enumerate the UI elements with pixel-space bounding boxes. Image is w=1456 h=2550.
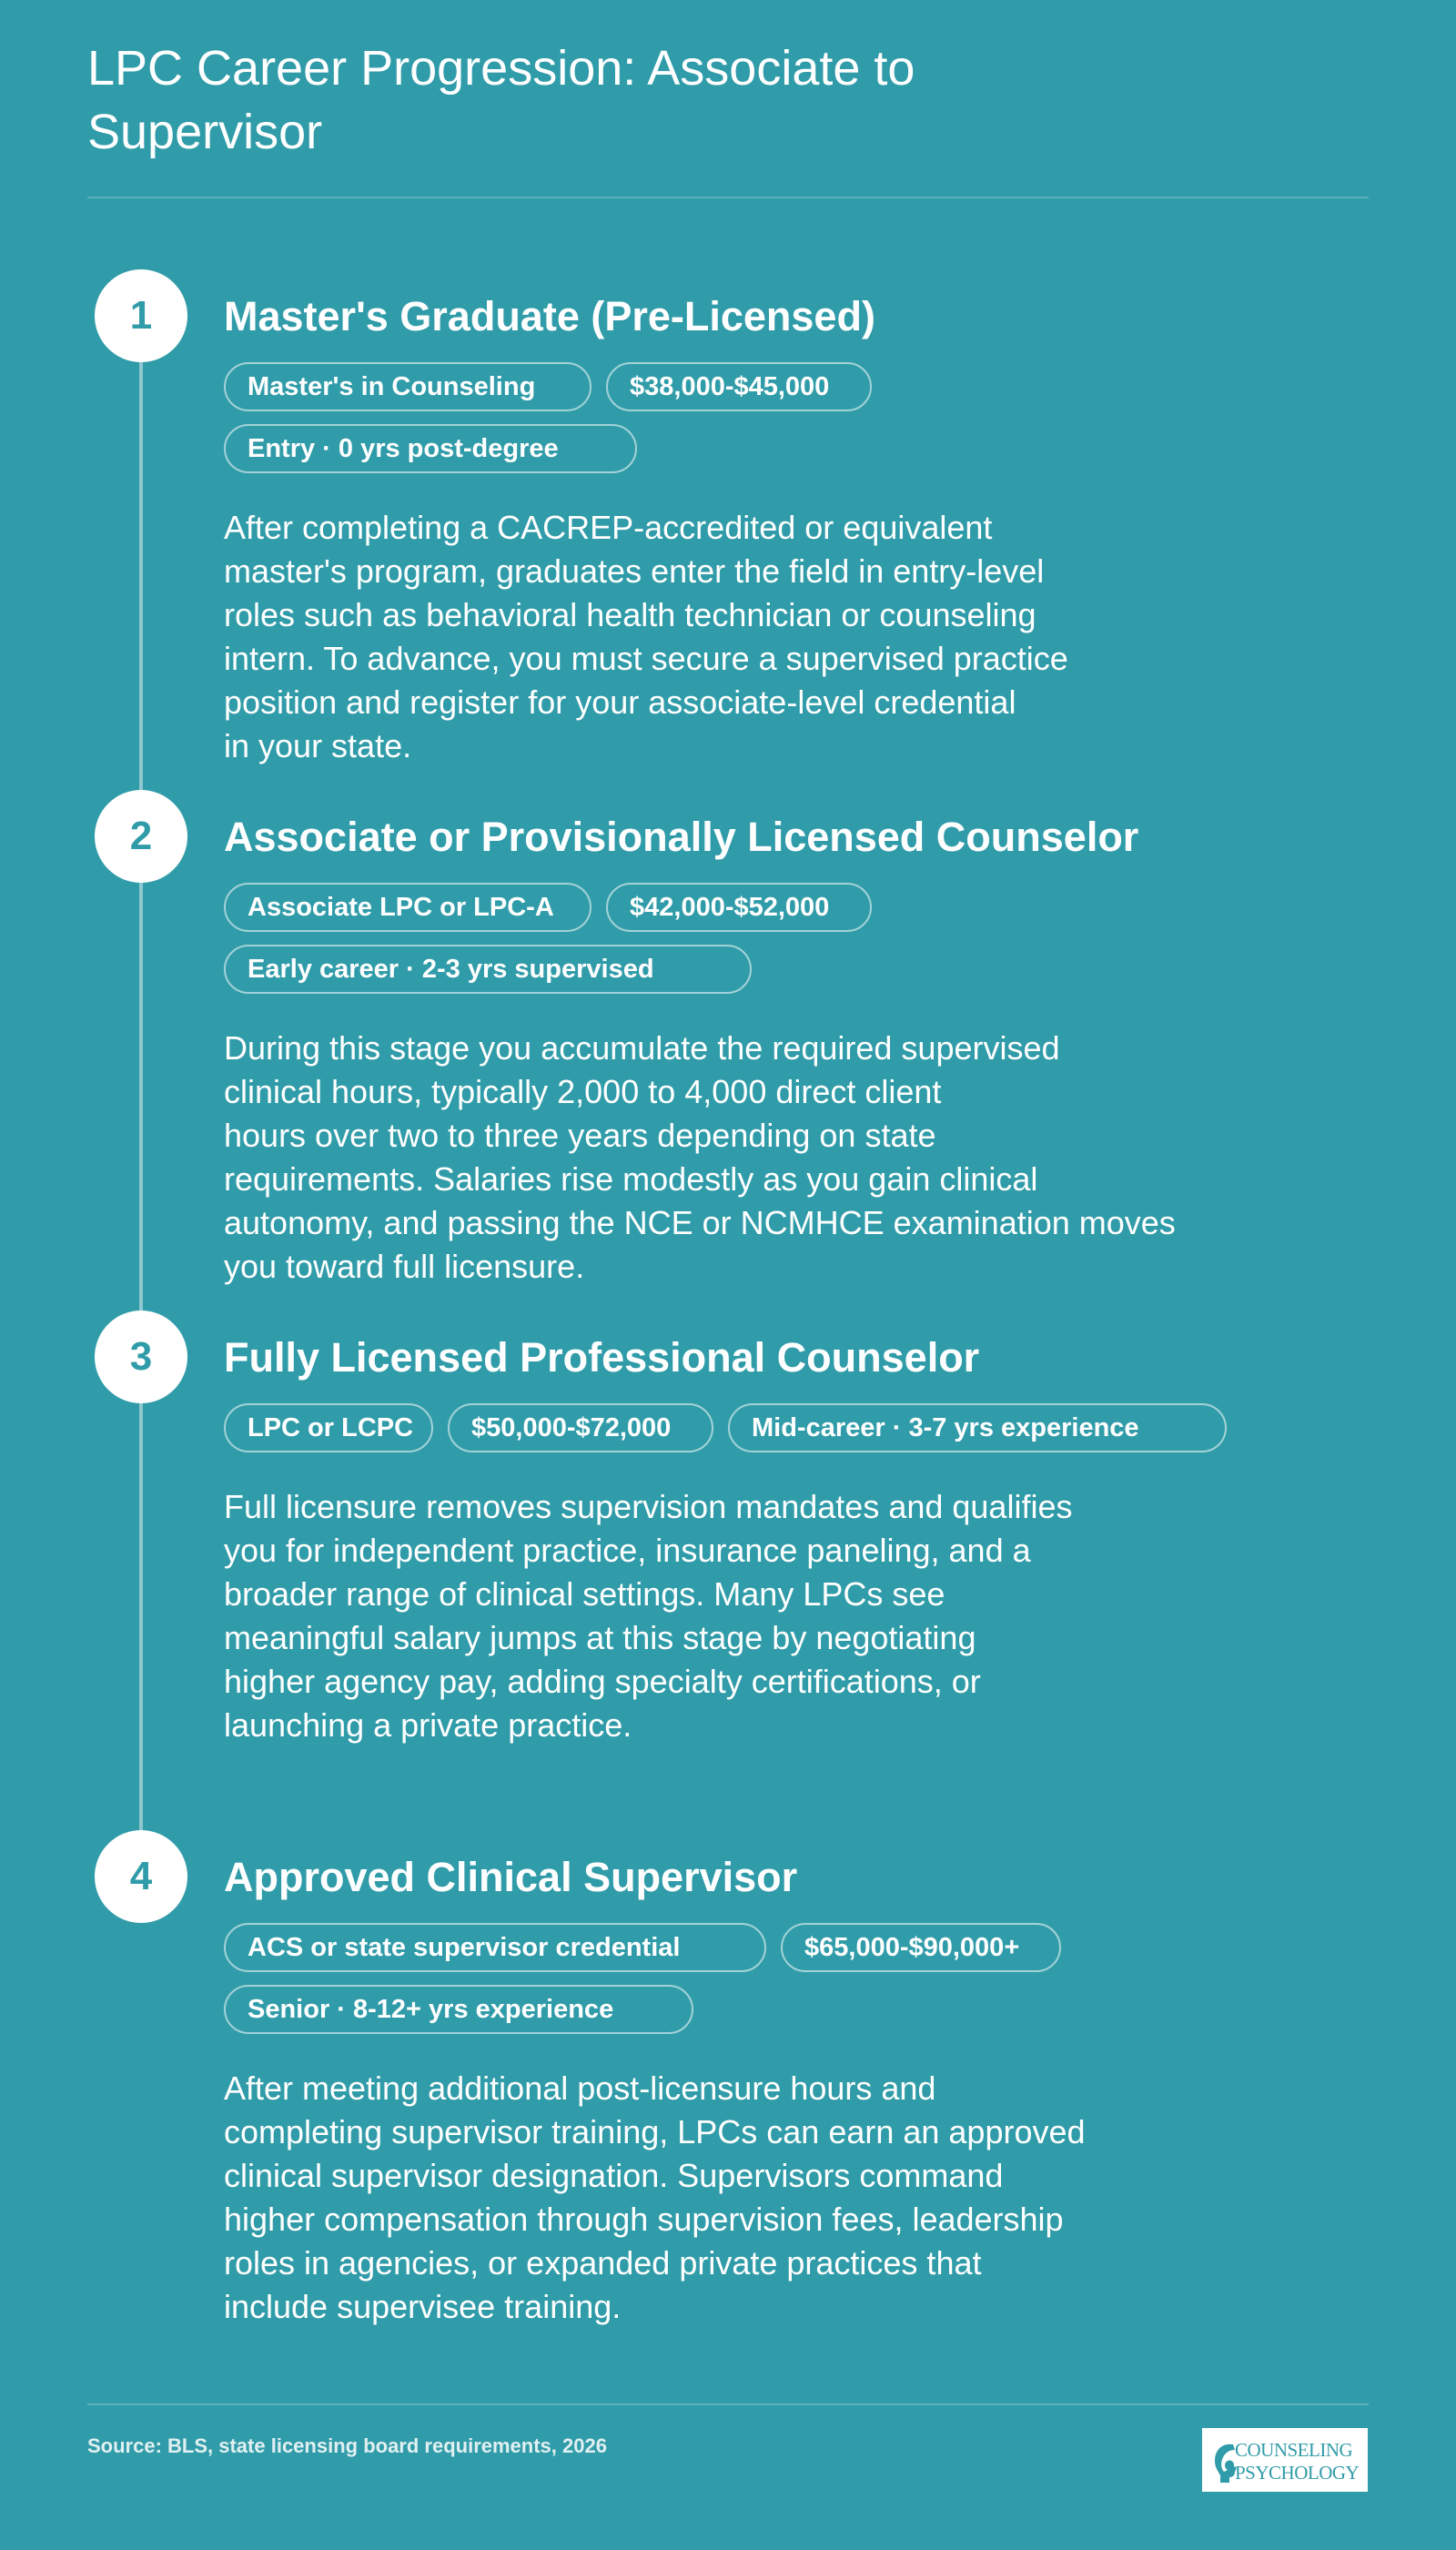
- step-3-number-badge: 3: [95, 1310, 187, 1403]
- step-3: [224, 1331, 1261, 1747]
- logo-line-1: COUNSELING: [1235, 2439, 1353, 2461]
- step-1-description: After completing a CACREP-accredited or equivalent master's program, graduates enter the field in entry-level roles such as behavioral health technician or counseling intern. To advance, you must secure a supervised practice position and register for your associate-level credential in your state.: [224, 509, 1068, 764]
- step-4-salary-chip: $65,000-$90,000+: [781, 1923, 1061, 1972]
- step-2: [224, 810, 1261, 1289]
- page-title: LPC Career Progression: Associate to Supervisor: [87, 41, 915, 159]
- logo-wordmark: [1235, 2439, 1359, 2484]
- step-3-title: Fully Licensed Professional Counselor: [224, 1334, 980, 1381]
- footer-divider: [87, 2403, 1369, 2405]
- step-3-credential-chip: LPC or LCPC: [224, 1403, 433, 1452]
- step-2-salary-chip: $42,000-$52,000: [606, 883, 872, 932]
- step-4-number-badge: 4: [95, 1830, 187, 1923]
- step-4-chips: [224, 1923, 1261, 2047]
- step-4-experience-chip: Senior · 8-12+ yrs experience: [224, 1985, 693, 2034]
- step-2-title: Associate or Provisionally Licensed Counselor: [224, 814, 1139, 860]
- step-1-salary-chip: $38,000-$45,000: [606, 362, 872, 411]
- step-1-chips: [224, 362, 1261, 486]
- brand-logo: [1202, 2428, 1368, 2492]
- step-3-chips: [224, 1403, 1261, 1465]
- step-1-title: Master's Graduate (Pre-Licensed): [224, 293, 875, 339]
- source-note: Source: BLS, state licensing board requirements, 2026: [87, 2434, 607, 2457]
- step-1: [224, 289, 1261, 768]
- step-2-description: During this stage you accumulate the required supervised clinical hours, typically 2,000 to 4,000 direct client hours over two to three years depending on state requirements. Salaries rise modestly as you gain clinical autonomy, and passing the NCE or NCMHCE examination moves you toward full licensure.: [224, 1029, 1176, 1285]
- step-2-experience-chip: Early career · 2-3 yrs supervised: [224, 945, 752, 994]
- step-3-salary-chip: $50,000-$72,000: [448, 1403, 713, 1452]
- timeline-connector: [139, 319, 143, 1871]
- step-1-number-badge: 1: [95, 269, 187, 362]
- step-4-description: After meeting additional post-licensure hours and completing supervisor training, LPCs can earn an approved clinical supervisor designation. Supervisors command higher compensation through supervision fees, leadership roles in agencies, or expanded private practices that include supervisee training.: [224, 2069, 1086, 2325]
- step-4-credential-chip: ACS or state supervisor credential: [224, 1923, 766, 1972]
- step-1-experience-chip: Entry · 0 yrs post-degree: [224, 424, 637, 473]
- step-2-credential-chip: Associate LPC or LPC-A: [224, 883, 592, 932]
- step-2-number-badge: 2: [95, 790, 187, 883]
- step-3-description: Full licensure removes supervision mandates and qualifies you for independent practice, insurance paneling, and a broader range of clinical settings. Many LPCs see meaningful salary jumps at this stage by negotiating higher agency pay, adding specialty certifications, or launching a private practice.: [224, 1488, 1073, 1744]
- step-3-experience-chip: Mid-career · 3-7 yrs experience: [728, 1403, 1227, 1452]
- step-4: [224, 1850, 1261, 2329]
- step-4-title: Approved Clinical Supervisor: [224, 1854, 798, 1900]
- step-1-credential-chip: Master's in Counseling: [224, 362, 592, 411]
- step-2-chips: [224, 883, 1261, 1007]
- logo-line-2: PSYCHOLOGY: [1235, 2462, 1360, 2484]
- header-divider: [87, 197, 1369, 198]
